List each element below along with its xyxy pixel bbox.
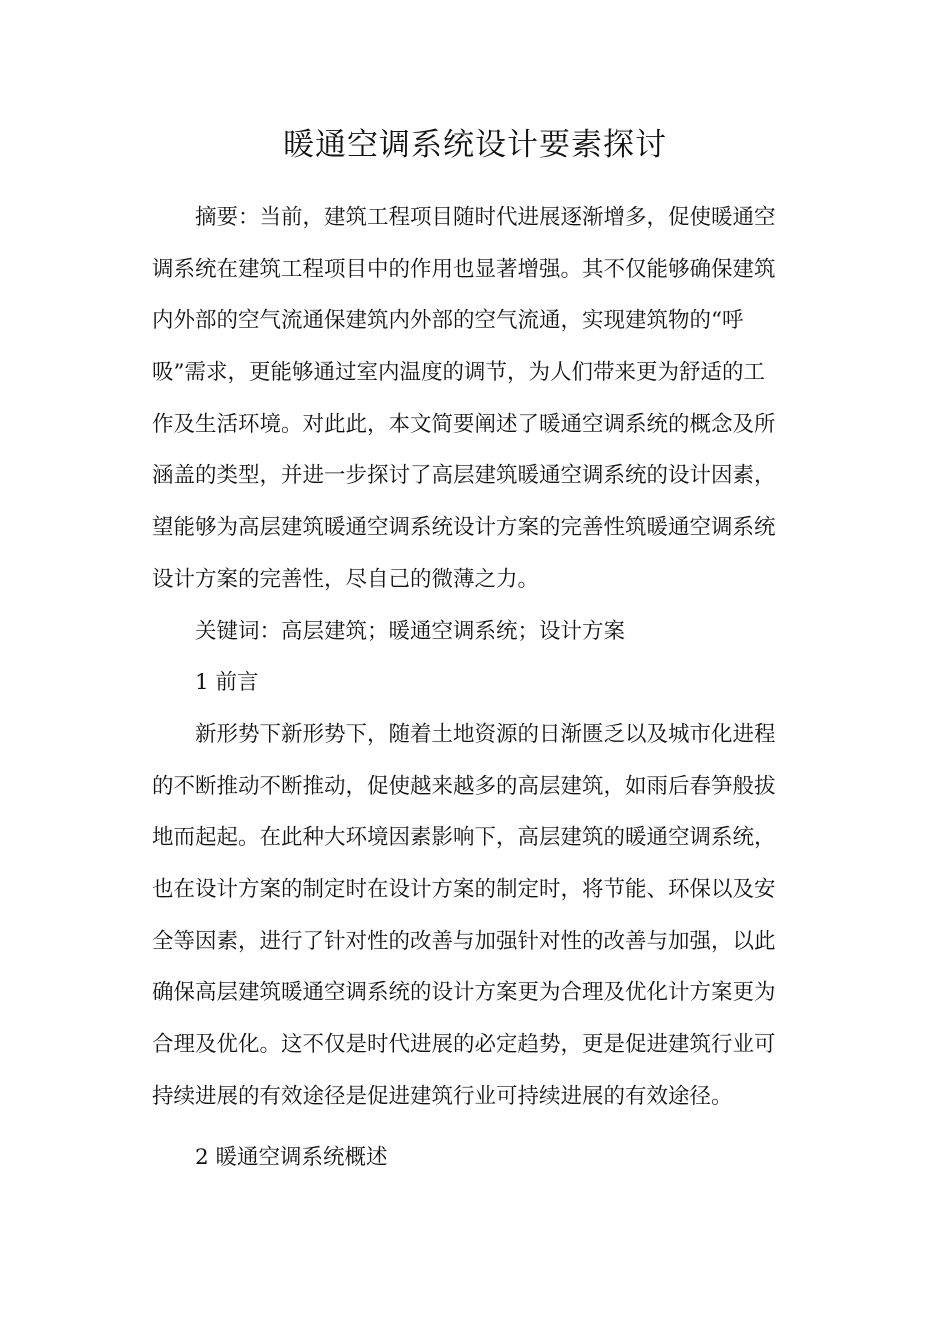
section1-line: 全等因素，进行了针对性的改善与加强针对性的改善与加强，以此 [152,928,776,954]
abstract-line: 望能够为高层建筑暖通空调系统设计方案的完善性筑暖通空调系统 [152,515,776,541]
document-body [152,192,802,1184]
abstract-line: 设计方案的完善性，尽自己的微薄之力。 [152,566,540,592]
abstract-line: 吸”需求，更能够通过室内温度的调节，为人们带来更为舒适的工 [152,360,765,386]
section-heading-2: 2 暖通空调系统概述 [195,1145,388,1171]
abstract-line: 涵盖的类型，并进一步探讨了高层建筑暖通空调系统的设计因素， [152,463,776,489]
section1-line: 也在设计方案的制定时在设计方案的制定时，将节能、环保以及安 [152,876,776,902]
section1-line: 新形势下新形势下，随着土地资源的日渐匮乏以及城市化进程 [195,721,776,747]
section1-line: 的不断推动不断推动，促使越来越多的高层建筑，如雨后春笋般拔 [152,773,776,799]
keywords-line: 关键词：高层建筑；暖通空调系统；设计方案 [195,618,626,644]
section1-line: 地而起起。在此种大环境因素影响下，高层建筑的暖通空调系统， [152,825,776,851]
paragraph-gap [152,1122,802,1132]
abstract-line: 调系统在建筑工程项目中的作用也显著增强。其不仅能够确保建筑 [152,256,776,282]
abstract-line: 作及生活环境。对此此，本文简要阐述了暖通空调系统的概念及所 [152,411,776,437]
section-heading-1: 1 前言 [195,670,259,696]
document-title: 暖通空调系统设计要素探讨 [283,127,667,163]
section1-line: 合理及优化。这不仅是时代进展的必定趋势，更是促进建筑行业可 [152,1032,776,1057]
section1-line: 确保高层建筑暖通空调系统的设计方案更为合理及优化计方案更为 [152,980,776,1006]
abstract-line: 摘要：当前，建筑工程项目随时代进展逐渐增多，促使暖通空 [195,205,776,230]
section1-line: 持续进展的有效途径是促进建筑行业可持续进展的有效途径。 [152,1083,733,1109]
abstract-line: 内外部的空气流通保建筑内外部的空气流通，实现建筑物的“呼 [152,308,744,334]
